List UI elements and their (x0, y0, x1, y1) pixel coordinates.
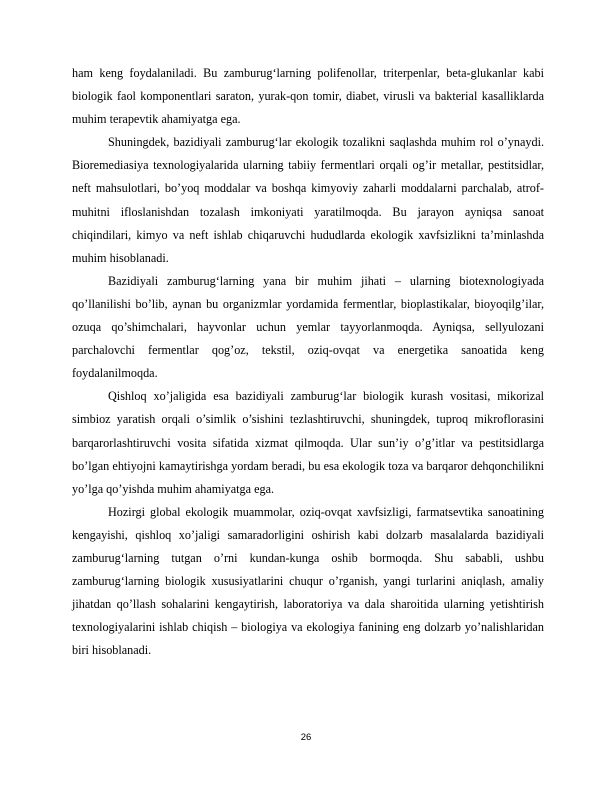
paragraph-continuation: ham keng foydalaniladi. Bu zamburug‘larning polifenollar, triterpenlar, beta-glukanlar kabi biologik faol komponentlari saraton, yurak-qon tomir, diabet, virusli va bakterial kasalliklarda muhim terapevtik ahamiyatga ega. (72, 66, 544, 127)
paragraph-bioremediation: Shuningdek, bazidiyali zamburug‘lar ekologik tozalikni saqlashda muhim rol o’ynaydi. Bioremediasiya texnologiyalarida ularning tabiiy fermentlari orqali og’ir metallar, pestitsidlar, neft mahsulotlari, bo’yoq moddalar va boshqa kimyoviy zaharli moddalarni parchalab, atrof-muhitni ifloslanishdan tozalash imkoniyati yaratilmoqda. Bu jarayon ayniqsa sanoat chiqindilari, kimyo va neft ishlab chiqaruvchi hududlarda ekologik xavfsizlikni ta’minlashda muhim hisoblanadi. (72, 135, 544, 265)
paragraph-biotechnology: Bazidiyali zamburug‘larning yana bir muhim jihati – ularning biotexnologiyada qo’llanilishi bo’lib, aynan bu organizmlar yordamida fermentlar, bioplastikalar, bioyoqilg’ilar, ozuqa qo’shimchalari, hayvonlar uchun yemlar tayyorlanmoqda. Ayniqsa, sellyulozani parchalovchi fermentlar qog’oz, tekstil, oziq-ovqat va energetika sanoatida keng foydalanilmoqda. (72, 273, 544, 381)
paragraph-conclusion: Hozirgi global ekologik muammolar, oziq-ovqat xavfsizligi, farmatsevtika sanoatining kengayishi, qishloq xo’jaligi samaradorligini oshirish kabi dolzarb masalalarda bazidiyali zamburug‘larning tutgan o’rni kundan-kunga oshib bormoqda. Shu sababli, ushbu zamburug‘larning biologik xususiyatlarini chuqur o’rganish, yangi turlarini aniqlash, amaliy jihatdan qo’llash sohalarini kengaytirish, laboratoriya va dala sharoitida ularning yetishtirish texnologiyalarini ishlab chiqish – biologiya va ekologiya fanining eng dolzarb yo’nalishlaridan biri hisoblanadi. (72, 504, 544, 658)
paragraph-agriculture: Qishloq xo’jaligida esa bazidiyali zamburug‘lar biologik kurash vositasi, mikorizal simbioz yaratish orqali o’simlik o’sishini tezlashtiruvchi, shuningdek, tuproq mikroflorasini barqarorlashtiruvchi vosita sifatida xizmat qilmoqda. Ular sun’iy o’g’itlar va pestitsidlarga bo’lgan ehtiyojni kamaytirishga yordam beradi, bu esa ekologik toza va barqaror dehqonchilikni yo’lga qo’yishda muhim ahamiyatga ega. (72, 389, 544, 496)
page-number: 26 (300, 732, 312, 743)
document-page (72, 62, 544, 662)
